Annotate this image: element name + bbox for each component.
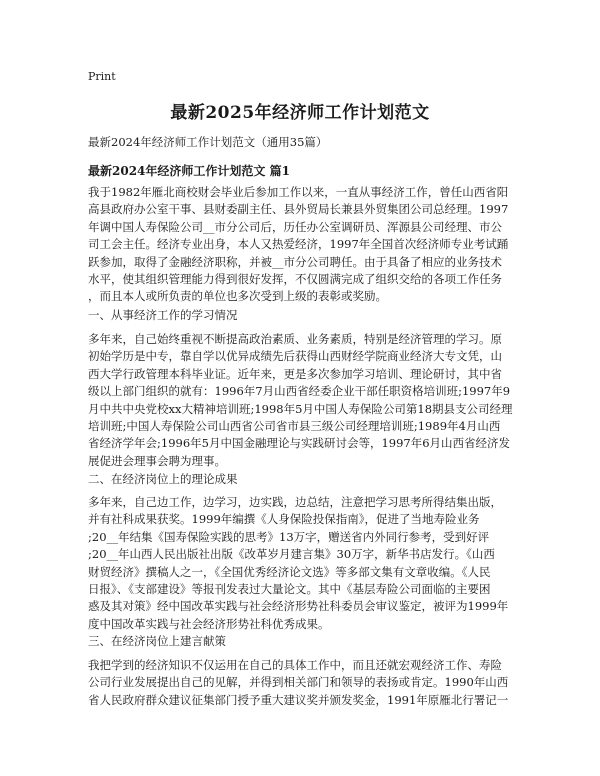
text-line: 我把学到的经济知识不仅运用在自己的具体工作中，而且还就宏观经济工作、寿险: [88, 658, 502, 672]
text-line: ;20__年结集《国寿保险实践的思考》13万字，赠送省内外同行参考，受到好评: [88, 529, 490, 544]
text-line: 司工会主任。经济专业出身，本人又热爱经济，1997年全国首次经济师专业考试踊: [88, 237, 509, 252]
paragraph-advice: [88, 657, 514, 709]
text-line: 西大学行政管理本科毕业证。近年来，更是多次参加学习培训、理论研讨，其中省: [88, 366, 502, 381]
text-line: 跃参加，取得了金融经济职称，并被__市分公司聘任。由于具备了相应的业务技术: [88, 254, 502, 269]
text-line: 并有社科成果获奖。1999年编撰《人身保险投保指南》，促进了当地寿险业务: [88, 512, 480, 527]
paragraph-theory: [88, 494, 514, 633]
text-line: 年调中国人寿保险公司__市分公司后，历任办公室调研员、浑源县公司经理、市公: [88, 219, 502, 234]
text-line: 级以上部门组织的就有：1996年7月山西省经委企业干部任职资格培训班;1997年9: [88, 384, 511, 399]
text-line: ，而且本人或所负责的单位也多次受到上级的表彰或奖励。: [88, 289, 387, 304]
text-line: 省人民政府群众建议征集部门授予重大建议奖并颁发奖金，1991年原雁北行署记一: [88, 692, 509, 707]
document-subtitle: 最新2024年经济师工作计划范文（通用35篇）: [88, 135, 328, 149]
paragraph-study: [88, 331, 514, 470]
paragraph-intro: [88, 184, 514, 306]
text-line: 水平，使其组织管理能力得到很好发挥，不仅圆满完成了组织交给的各项工作任务: [88, 272, 502, 287]
text-line: 月中共中央党校xx大精神培训班;1998年5月中国人寿保险公司第18期县支公司经理: [88, 401, 513, 416]
text-line: 省经济学年会;1996年5月中国金融理论与实践研讨会等，1997年6月山西省经济发: [88, 436, 511, 451]
text-line: 多年来，自己始终重视不断提高政治素质、业务素质，特别是经济管理的学习。原: [88, 332, 502, 346]
text-line: 度中国改革实践与社会经济形势社科优秀成果。: [88, 616, 330, 631]
text-line: 培训班;中国人寿保险公司山西省公司省市县三级公司经理培训班;1989年4月山西: [88, 419, 501, 434]
section-heading: 最新2024年经济师工作计划范文 篇1: [88, 164, 290, 178]
heading-advice: 三、在经济岗位上建言献策: [88, 634, 226, 648]
text-line: 我于1982年雁北商校财会毕业后参加工作以来，一直从事经济工作，曾任山西省阳: [88, 185, 509, 199]
text-line: 财贸经济》撰稿人之一，《全国优秀经济论文选》等多部文集有文章收编。《人民: [88, 564, 491, 579]
page-title: 最新2025年经济师工作计划范文: [170, 103, 430, 123]
text-line: 高县政府办公室干事、县财委副主任、县外贸局长兼县外贸集团公司总经理。1997: [88, 202, 509, 217]
heading-theory: 二、在经济岗位上的理论成果: [88, 472, 238, 486]
text-line: 展促进会理事会聘为理事。: [88, 453, 226, 468]
heading-study: 一、从事经济工作的学习情况: [88, 308, 238, 322]
text-line: 惑及其对策》经中国改革实践与社会经济形势社科委员会审议鉴定，被评为1999年: [88, 599, 509, 614]
text-line: 日报》、《支部建设》等报刊发表过大量论文。其中《基层寿险公司面临的主要困: [88, 582, 491, 597]
text-line: 初始学历是中专，靠自学以优异成绩先后获得山西财经学院商业经济大专文凭，山: [88, 349, 502, 364]
text-line: 公司行业发展提出自己的见解，并得到相关部门和领导的表扬或肯定。1990年山西: [88, 675, 509, 690]
text-line: 多年来，自己边工作，边学习，边实践，边总结，注意把学习思考所得结集出版，: [88, 495, 502, 509]
text-line: ;20__年山西人民出版社出版《改革岁月建言集》30万字，新华书店发行。《山西: [88, 547, 495, 562]
print-link[interactable]: Print: [88, 70, 116, 83]
